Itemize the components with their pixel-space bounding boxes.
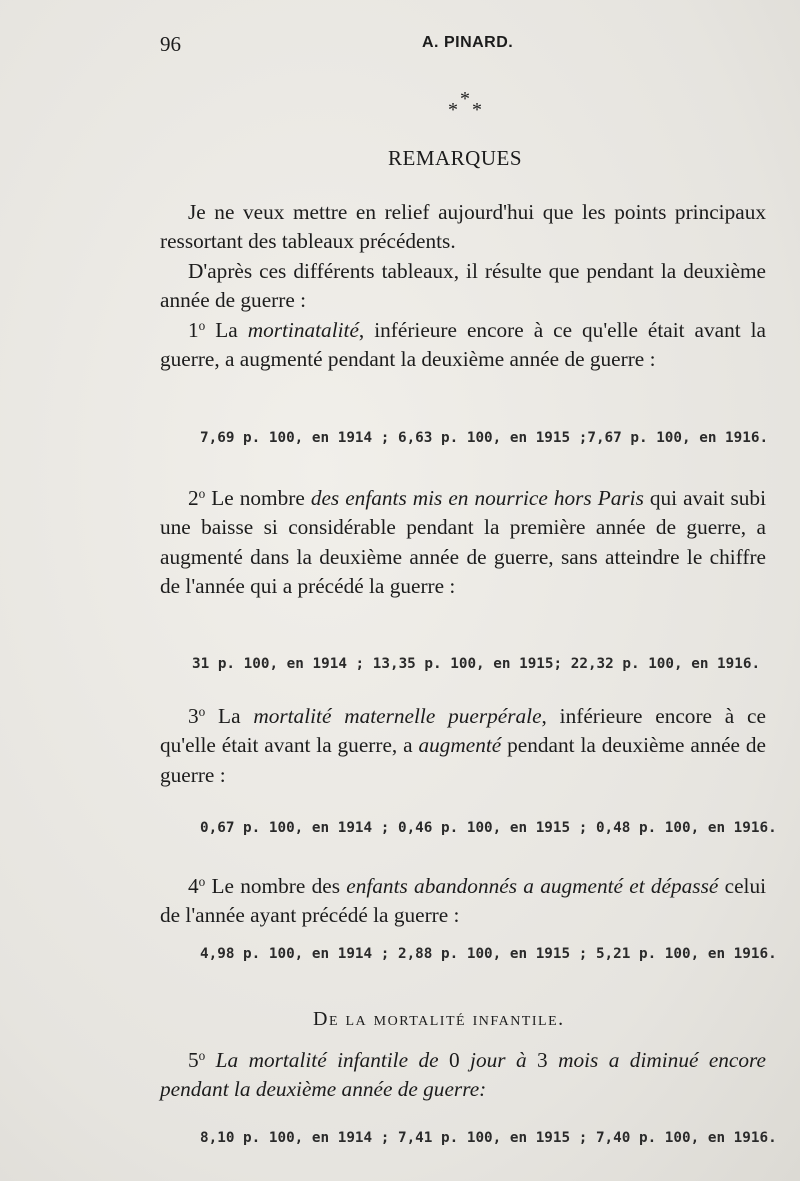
item-3-emphasis-2: augmenté [418,733,502,758]
item-4-number: 4 [188,874,199,898]
item-5-degree: o [198,1047,206,1063]
item-5-number: 5 [188,1048,199,1072]
item-1-emphasis: mortinatalité [247,318,359,342]
subheading-infant-mortality: De la mortalité infantile. [313,1008,565,1030]
intro-paragraph-2: D'après ces différents tableaux, il résulte que pendant la deuxième année de guerre : [160,259,766,313]
item-5-number-three: 3 [537,1048,548,1072]
section-heading: REMARQUES [388,146,523,170]
running-header [160,32,762,62]
page-number: 96 [160,32,181,56]
item-1-paragraph [160,316,766,375]
item-2-number: 2 [188,486,199,510]
item-3-emphasis: mortalité maternelle puerpérale [253,704,542,728]
item-3-formula: 0,67 p. 100, en 1914 ; 0,46 p. 100, en 1915 ; 0,48 p. 100, en 1916. [200,820,777,836]
item-2-emphasis: des enfants mis en nourrice hors Paris [310,486,644,510]
item-1-number: 1 [188,318,199,342]
running-title: A. PINARD. [422,34,514,51]
asterism-star-top: * [460,88,470,110]
item-5-paragraph [160,1046,766,1105]
intro-paragraph-1: Je ne veux mettre en relief aujourd'hui que les points principaux ressortant des tableaux précédents. [160,200,766,254]
item-2-lead: Le nombre [205,486,311,510]
item-1-formula: 7,69 p. 100, en 1914 ; 6,63 p. 100, en 1915 ;7,67 p. 100, en 1916. [200,430,769,446]
item-1-degree: o [198,317,206,333]
item-5-emphasis-b: jour à [459,1048,538,1072]
item-4-rest: celui de l'année ayant précédé la guerre : [160,874,767,928]
item-3-lead: La [205,704,254,728]
item-3-paragraph [160,702,766,790]
asterism-ornament [448,88,484,124]
item-3-middle: , inférieure encore à ce qu'elle était avant la guerre, a [160,704,766,758]
asterism-star-left: * [448,99,458,121]
item-5-emphasis-c: mois a diminué encore pendant la deuxième année de guerre: [160,1048,766,1102]
item-5-formula: 8,10 p. 100, en 1914 ; 7,41 p. 100, en 1915 ; 7,40 p. 100, en 1916. [200,1130,777,1146]
item-3-degree: o [198,703,206,719]
item-4-paragraph [160,872,766,931]
item-5-emphasis-a: La mortalité infantile de [205,1048,449,1072]
item-4-degree: o [198,873,206,889]
item-4-lead: Le nombre des [205,874,347,898]
item-1-rest: , inférieure encore à ce qu'elle était avant la guerre, a augmenté pendant la deuxième année de guerre : [160,318,766,372]
item-3-rest: pendant la deuxième année de guerre : [160,733,766,787]
item-2-degree: o [198,485,206,501]
asterism-star-right: * [472,99,482,121]
item-2-rest: qui avait subi une baisse si considérable pendant la première année de guerre, a augmenté dans la deuxième année de guerre, sans atteindre le chiffre de l'année qui a précédé la guerre : [160,486,767,599]
item-1-lead: La [205,318,248,342]
item-4-emphasis: enfants abandonnés a augmenté et dépassé [346,874,719,898]
item-5-number-zero: 0 [448,1048,460,1072]
item-2-formula: 31 p. 100, en 1914 ; 13,35 p. 100, en 1915; 22,32 p. 100, en 1916. [192,656,761,672]
item-2-paragraph [160,484,766,602]
item-4-formula: 4,98 p. 100, en 1914 ; 2,88 p. 100, en 1915 ; 5,21 p. 100, en 1916. [200,946,777,962]
item-3-number: 3 [188,704,199,728]
